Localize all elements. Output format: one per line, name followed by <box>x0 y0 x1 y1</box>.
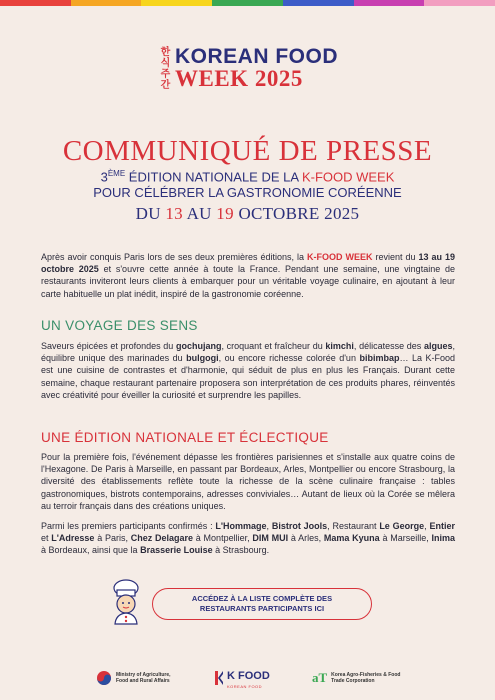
at-name: Korea Agro-Fisheries & Food Trade Corporation <box>331 671 401 684</box>
kfood-mark-icon <box>215 671 223 685</box>
at-logo <box>312 670 400 686</box>
section-body-edition: Pour la première fois, l'événement dépasse les frontières parisiennes et s'installe aux quatre coins de l'Hexagone. De Paris à Marseille, en passant par Bordeaux, Arles, Montpellier ou encore Strasbourg, la diversité des établissements reflète toute la richesse de la scène culinaire française : tables gastronomiques, bistrots contemporains, adresses conviviales… Autant de lieux où la Corée se mêlera au terroir français dans des créations uniques. <box>41 452 455 511</box>
stripe-yellow <box>141 0 212 6</box>
event-logo <box>0 46 495 90</box>
section-title-voyage: UN VOYAGE DES SENS <box>41 318 198 333</box>
chef-mascot-icon <box>106 578 146 626</box>
logo-line1: KOREAN FOOD <box>175 45 338 68</box>
color-stripe <box>0 0 495 6</box>
section-title-edition: UNE ÉDITION NATIONALE ET ÉCLECTIQUE <box>41 430 329 445</box>
participants-paragraph: Parmi les premiers participants confirmés : L'Hommage, Bistrot Jools, Restaurant Le George, Entier et L'Adresse à Paris, Chez Delagare à Montpellier, DIM MUI à Arles, Mama Kyuna à Marseille, Inima à Bordeaux, ainsi que la Brasserie Louise à Strasbourg. <box>41 521 455 556</box>
cta-line2: RESTAURANTS PARTICIPANTS ICI <box>199 604 325 613</box>
logo-korean-text: 한식주간 <box>158 46 169 90</box>
stripe-orange <box>71 0 142 6</box>
participants-list-button[interactable] <box>152 588 372 620</box>
cta-line1: ACCÉDEZ À LA LISTE COMPLÈTE DES <box>191 594 333 603</box>
kfood-logo <box>215 666 270 689</box>
stripe-purple <box>354 0 425 6</box>
stripe-blue <box>283 0 354 6</box>
event-dates: DU 13 AU 19 OCTOBRE 2025 <box>135 204 360 223</box>
press-release-title: COMMUNIQUÉ DE PRESSE <box>62 135 433 167</box>
kfood-subtext: KOREAN FOOD <box>227 684 263 689</box>
subtitle <box>0 166 495 201</box>
subtitle-line1: 3ÈME ÉDITION NATIONALE DE LA K-FOOD WEEK <box>100 169 395 185</box>
stripe-green <box>212 0 283 6</box>
intro-paragraph: Après avoir conquis Paris lors de ses deux premières éditions, la K-FOOD WEEK revient du 13 au 19 octobre 2025 et s'ouvre cette année à toute la France. Pendant une semaine, une vingtaine de restaurants inviteront leurs clients à embarquer pour un véritable voyage culinaire, en ajoutant à leur carte habituelle un plat inédit, inspiré de la gastronomie coréenne. <box>41 252 456 299</box>
ministry-name: Ministry of Agriculture, Food and Rural Affairs <box>116 671 171 684</box>
stripe-pink <box>424 0 495 6</box>
taegeuk-icon <box>96 670 112 686</box>
section-body-voyage: Saveurs épicées et profondes du gochujang, croquant et fraîcheur du kimchi, délicatesse des algues, équilibre unique des marinades du bulgogi, ou encore richesse colorée d'un bibimbap… La K-Food est une cuisine de contrastes et d'harmonie, qui séduit de plus en plus les Français. Durant cette semaine, chaque restaurant partenaire proposera son interprétation de ces produits phares, réinventés avec créativité pour éveiller la curiosité et surprendre les papilles. <box>41 341 455 400</box>
footer-logos <box>0 655 495 700</box>
at-mark: aT <box>312 669 328 685</box>
logo-line2: WEEK 2025 <box>175 66 303 91</box>
stripe-red <box>0 0 71 6</box>
kfood-wordmark: K FOOD <box>227 670 270 682</box>
ministry-logo <box>96 670 171 686</box>
subtitle-line2: POUR CÉLÉBRER LA GASTRONOMIE CORÉENNE <box>93 185 402 201</box>
logo-wordmark <box>175 46 338 90</box>
